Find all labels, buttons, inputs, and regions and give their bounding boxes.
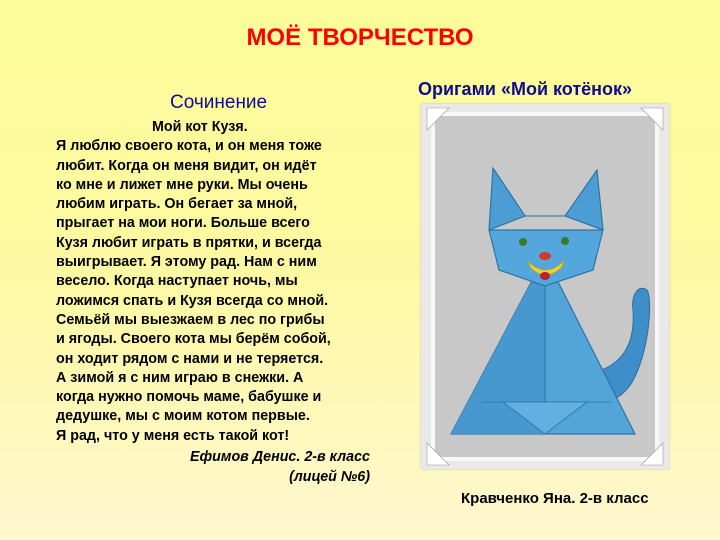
essay-line: прыгает на мои ноги. Больше всего bbox=[56, 215, 310, 232]
essay-line: Семьёй мы выезжаем в лес по грибы bbox=[56, 311, 325, 328]
origami-cat-photo bbox=[421, 104, 669, 469]
essay-author: Ефимов Денис. 2-в класс bbox=[189, 449, 370, 465]
essay-line: Я люблю своего кота, и он меня тоже bbox=[56, 138, 322, 155]
essay-line: ко мне и лижет мне руки. Мы очень bbox=[56, 176, 308, 193]
essay-line: Кузя любит играть в прятки, и всегда bbox=[56, 234, 322, 251]
essay-heading: Сочинение bbox=[170, 92, 268, 113]
essay-line: ложимся спать и Кузя всегда со мной. bbox=[56, 292, 329, 309]
essay-text bbox=[56, 118, 386, 446]
essay-line: весело. Когда наступает ночь, мы bbox=[56, 273, 298, 290]
essay-title: Мой кот Кузя. bbox=[152, 119, 248, 135]
essay-line: Я рад, что у меня есть такой кот! bbox=[56, 427, 290, 444]
essay-school: (лицей №6) bbox=[289, 469, 370, 485]
photo-caption: Кравченко Яна. 2-в класс bbox=[461, 490, 649, 507]
essay-line: выигрывает. Я этому рад. Нам с ним bbox=[56, 254, 317, 271]
essay-line: А зимой я с ним играю в снежки. А bbox=[56, 369, 304, 386]
essay-line: он ходит рядом с нами и не теряется. bbox=[56, 350, 324, 367]
essay-line: дедушке, мы с моим котом первые. bbox=[56, 408, 310, 425]
essay-line: любим играть. Он бегает за мной, bbox=[56, 196, 298, 213]
slide-title: МОЁ ТВОРЧЕСТВО bbox=[246, 24, 474, 51]
essay-line: когда нужно помочь маме, бабушке и bbox=[56, 389, 322, 406]
essay-line: и ягоды. Своего кота мы берём собой, bbox=[56, 331, 331, 348]
origami-heading: Оригами «Мой котёнок» bbox=[418, 79, 633, 99]
essay-line: любит. Когда он меня видит, он идёт bbox=[56, 157, 317, 174]
